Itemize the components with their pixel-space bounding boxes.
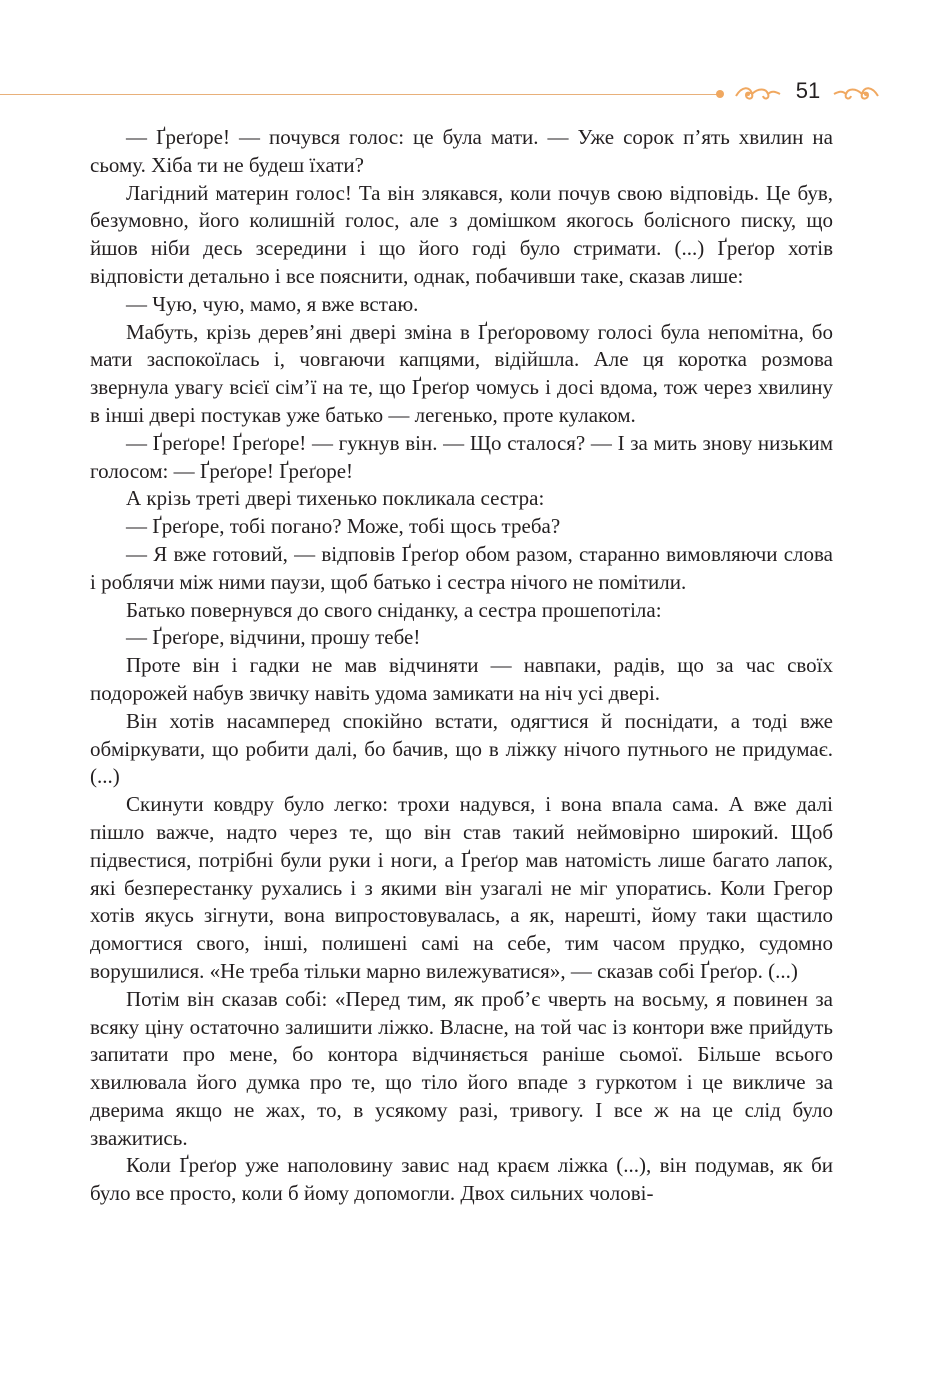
paragraph: Мабуть, крізь дерев’яні двері зміна в Ґреґоровому голосі була непомітна, бо мати заспокоїлась і, човгаючи капцями, відійшла. Але ця коротка розмова звернула увагу всієї сім’ї на те, що Ґреґор чомусь і досі вдома, тож через хвилину в інші двері постукав уже батько — легенько, проте кулаком. <box>90 319 833 427</box>
paragraph: Він хотів насамперед спокійно встати, одягтися й поснідати, а тоді вже обміркувати, що робити далі, бо бачив, що в ліжку нічого путнього не придумає. (...) <box>90 708 833 789</box>
paragraph: — Ґреґоре, відчини, прошу тебе! <box>126 625 421 650</box>
paragraph: Проте він і гадки не мав відчиняти — навпаки, радів, що за час своїх подорожей набув звичку навіть удома замикати на ніч усі двері. <box>90 653 833 705</box>
paragraph: — Ґреґоре! — почувся голос: це була мати. — Уже сорок п’ять хвилин на сьому. Хіба ти не будеш їхати? <box>90 125 833 177</box>
page-number: 51 <box>795 78 821 103</box>
header-rule-dot <box>716 90 724 98</box>
paragraph: Потім він сказав собі: «Перед тим, як проб’є чверть на восьму, я повинен за всяку ціну остаточно залишити ліжко. Власне, на той час із контори вже прийдуть запитати про мене, бо контора відчиняється раніше сьомої. Більше всього хвилювала його думка про те, що тіло його впаде з гуркотом і це викличе за дверима якщо не жах, то, в усякому разі, тривогу. І все ж на це слід було зважитись. <box>90 986 833 1150</box>
paragraph: — Ґреґоре, тобі погано? Може, тобі щось треба? <box>126 514 561 539</box>
paragraph: — Я вже готовий, — відповів Ґреґор обом разом, старанно вимовляючи слова і роблячи між ними паузи, щоб батько і сестра нічого не помітили. <box>90 541 833 594</box>
body-text <box>90 124 833 1208</box>
scroll-ornament-icon <box>832 84 880 108</box>
paragraph: Лагідний материн голос! Та він злякався, коли почув свою відповідь. Це був, безумовно, його колишній голос, але з домішком якогось болісного писку, що йшов ніби десь зсередини і що його годі було стримати. (...) Ґреґор хотів відповісти детально і все пояснити, однак, побачивши таке, сказав лише: <box>90 180 833 288</box>
header-rule <box>0 94 722 95</box>
paragraph: — Чую, чую, мамо, я вже встаю. <box>126 291 419 316</box>
paragraph: Коли Ґреґор уже наполовину завис над краєм ліжка (...), він подумав, як би було все просто, коли б йому допомогли. Двох сильних чолові- <box>90 1153 833 1206</box>
paragraph: — Ґреґоре! Ґреґоре! — гукнув він. — Що сталося? — І за мить знову низьким голосом: — Ґреґоре! Ґреґоре! <box>90 430 833 483</box>
paragraph: Скинути ковдру було легко: трохи надувся, і вона впала сама. А вже далі пішло важче, надто через те, що він став такий неймовірно широкий. Щоб підвестися, потрібні були руки і ноги, а Ґреґор мав натомість лише багато лапок, які безперестанку рухались і з якими він узагалі не міг упоратись. Коли Грегор хотів якусь зігнути, вона випростовувалась, а як, нарешті, йому таки щастило домогтися свого, інші, полишені самі на себе, тим часом прудко, судомно ворушилися. «Не треба тільки марно вилежуватися», — сказав собі Ґреґор. (...) <box>90 792 833 983</box>
scroll-ornament-icon <box>734 84 782 108</box>
paragraph: А крізь треті двері тихенько покликала сестра: <box>126 486 545 511</box>
paragraph: Батько повернувся до свого сніданку, а сестра прошепотіла: <box>126 597 662 622</box>
